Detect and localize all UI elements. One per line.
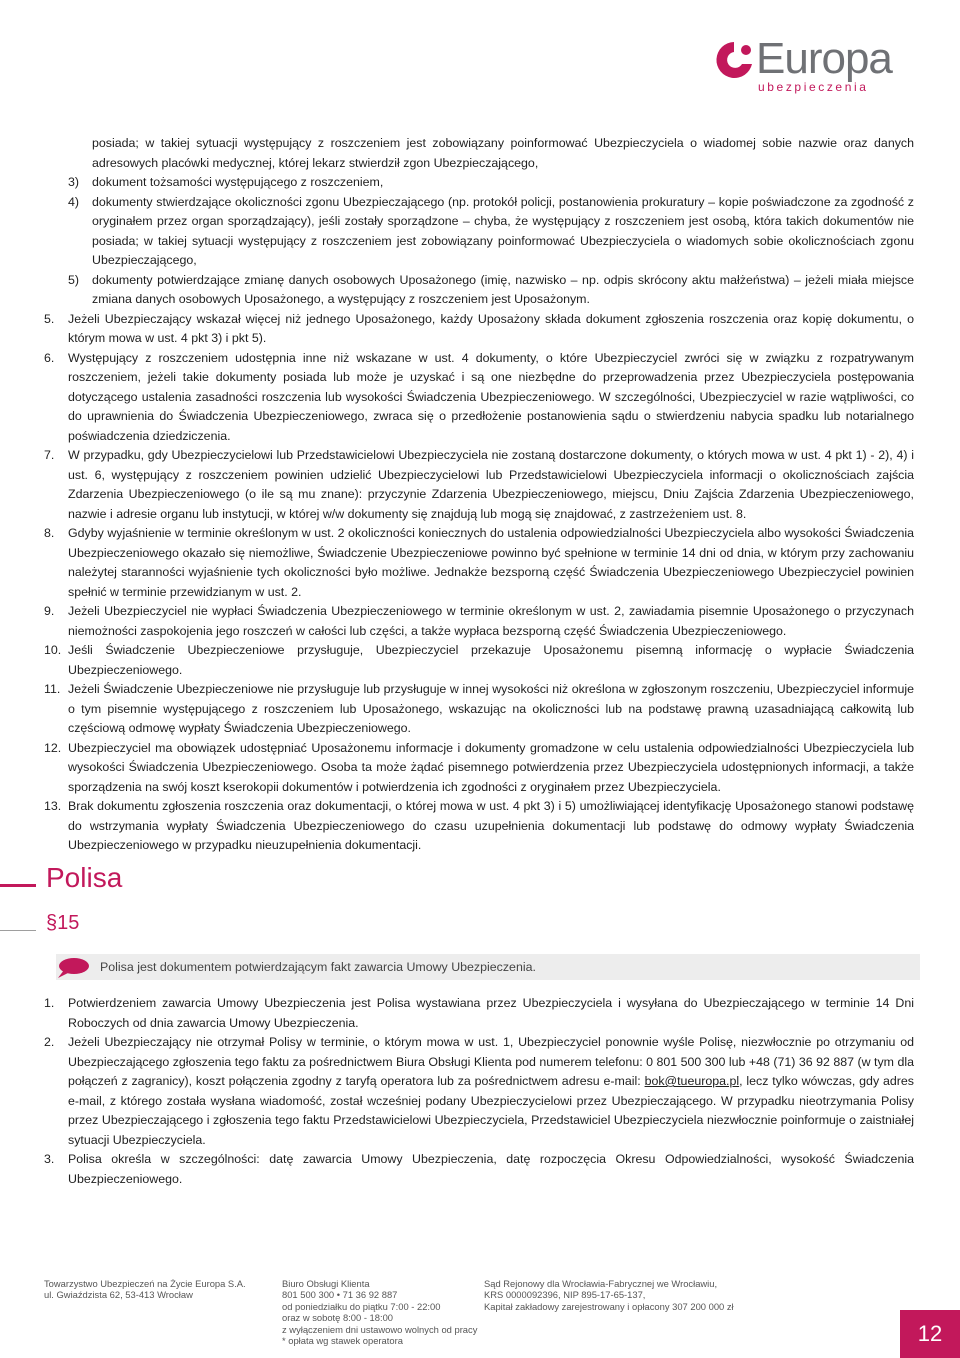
heading-divider <box>0 930 36 931</box>
logo-swirl-icon <box>712 38 756 82</box>
note-box <box>56 954 920 980</box>
list-item: 13. Brak dokumentu zgłoszenia roszczenia oraz dokumentacji, o której mowa w ust. 4 pkt 3) i 5) umożliwiającej identyfikację Uposażonego stanowi podstawę do wstrzymania wypłaty Świadczenia Ubezpieczeniowego do czasu uzupełnienia dokumentacji lub podstawę do odmowy wypłaty Świadczenia Ubezpieczeniowego w przypadku nieuzupełnienia dokumentacji. <box>44 799 914 852</box>
list-item: 7. W przypadku, gdy Ubezpieczycielowi lub Przedstawicielowi Ubezpieczyciela nie zostaną dostarczone dokumenty, o których mowa w ust. 4 pkt 1) - 2), 4) i ust. 6, występujący z roszczeniem powinien udzielić Ubezpieczycielowi lub Przedstawicielowi Ubezpieczyciela informacji o okolicznościach zajścia Zdarzenia Ubezpieczeniowego (o ile są mu znane): przyczynie Zdarzenia Ubezpieczeniowego, miejscu, Dniu Zajścia Zdarzenia Ubezpieczeniowego, nazwie i adresie organu lub instytucji, w której w/w dokumenty się znajdują lub mogą się znajdować, z zastrzeżeniem ust. 8. <box>44 448 914 521</box>
list-item: 10. Jeśli Świadczenie Ubezpieczeniowe przysługuje, Ubezpieczyciel przekazuje Uposażonemu pisemną informację o wypłacie Świadczenia Ubezpieczeniowego. <box>44 643 914 677</box>
footer-contact: Biuro Obsługi Klienta 801 500 300 • 71 36 92 887 od poniedziałku do piątku 7:00 - 22:00 oraz w sobotę 8:00 - 18:00 z wyłączeniem dni ustawowo wolnych od pracy * opłata wg stawek operatora <box>282 1278 478 1347</box>
footer-company: Towarzystwo Ubezpieczeń na Życie Europa S.A. ul. Gwiaździsta 62, 53-413 Wrocław <box>44 1278 246 1301</box>
logo-tagline: ubezpieczenia <box>758 80 869 94</box>
list-item: 8. Gdyby wyjaśnienie w terminie określonym w ust. 2 okoliczności koniecznych do ustalenia odpowiedzialności Ubezpieczyciela albo wysokości Świadczenia Ubezpieczeniowego okazało się niemożliwe, Świadczenie Ubezpieczeniowe powinno być spełnione w terminie 14 dni od dnia, w którym przy zachowaniu należytej staranności wyjaśnienie tych okoliczności było możliwe. Jednakże bezsporną część Świadczenia Ubezpieczeniowego Ubezpieczyciel powinien spełnić w terminie przewidzianym w ust. 2. <box>44 526 914 599</box>
footer-registry: Sąd Rejonowy dla Wrocławia-Fabrycznej we Wrocławiu, KRS 0000092396, NIP 895-17-65-137, Kapitał zakładowy zarejestrowany i opłacony 307 200 000 zł <box>484 1278 734 1312</box>
list-item: 3. Polisa określa w szczególności: datę zawarcia Umowy Ubezpieczenia, datę rozpoczęcia Okresu Odpowiedzialności, wysokość Świadczenia Ubezpieczeniowego. <box>44 1152 914 1186</box>
list-item: 9. Jeżeli Ubezpieczyciel nie wypłaci Świadczenia Ubezpieczeniowego w terminie określonym w ust. 2, zawiadamia pisemnie Uposażonego o przyczynach niemożności zaspokojenia jego roszczeń w całości lub części, a także wypłaca bezsporną część Świadczenia Ubezpieczeniowego. <box>44 604 914 638</box>
list-item: 11. Jeżeli Świadczenie Ubezpieczeniowe nie przysługuje lub przysługuje w innej wysokości niż określona w zgłoszonym roszczeniu, Ubezpieczyciel informuje o tym pisemnie występującego z roszczeniem lub Uposażonego, wskazując na okoliczności lub na podstawę prawną uzasadniającą całkowitą lub częściową odmowę wypłaty Świadczenia Ubezpieczeniowego. <box>44 682 914 735</box>
sub-item-5: 5) dokumenty potwierdzające zmianę danych osobowych Uposażonego (imię, nazwisko – np. odpis skrócony aktu małżeństwa) – jeżeli miała miejsce zmiana danych osobowych Uposażonego, a występujący z roszczeniem jest Uposażonym. <box>68 272 914 306</box>
list-item: 2. Jeżeli Ubezpieczający nie otrzymał Polisy w terminie, o którym mowa w ust. 1, Ubezpieczyciel ponownie wyśle Polisę, niezwłocznie po otrzymaniu od Ubezpieczającego zgłoszenia tego faktu za pośrednictwem Biura Obsługi Klienta pod numerem telefonu: 0 801 500 300 lub +48 (71) 36 92 887 (w tym dla połączeń z zagranicy), koszt połączenia zgodny z taryfą operatora lub za pośrednictwem adresu e-mail: bok@tueuropa.pl, lecz tylko wówczas, gdy adres e-mail, z którego została wysłana wiadomość, został wcześniej podany Ubezpieczycielowi przez Ubezpieczającego. W przypadku nieotrzymania Polisy przez Ubezpieczającego i zgłoszenia tego faktu Przedstawicielowi Ubezpieczyciela, Przedstawiciel Ubezpieczyciela niezwłocznie poinformuje o zaistniałej sytuacji Ubezpieczyciela. <box>44 1035 914 1147</box>
europa-logo <box>712 36 918 92</box>
claims-section <box>44 134 914 856</box>
list-item: 12. Ubezpieczyciel ma obowiązek udostępniać Uposażonemu informacje i dokumenty gromadzone w celu ustalenia odpowiedzialności Ubezpieczyciela lub wysokości Świadczenia Ubezpieczeniowego. Osoba ta może żądać pisemnego potwierdzenia przez Ubezpieczyciela udostępnionych informacji, a także sporządzenia na swój koszt kserokopii dokumentów i potwierdzenia ich zgodności z oryginałem przez Ubezpieczyciela. <box>44 740 914 794</box>
page-number: 12 <box>900 1310 960 1358</box>
note-text: Polisa jest dokumentem potwierdzającym fakt zawarcia Umowy Ubezpieczenia. <box>100 960 536 974</box>
list-item: 5. Jeżeli Ubezpieczający wskazał więcej niż jednego Uposażonego, każdy Uposażony składa dokument zgłoszenia roszczenia oraz kopię dokumentu, o którym mowa w ust. 4 pkt 3) i pkt 5). <box>44 311 914 345</box>
polisa-section <box>44 994 914 1189</box>
email-link[interactable]: bok@tueuropa.pl <box>644 1074 740 1088</box>
section-title: Polisa <box>46 862 123 893</box>
list-item: 1. Potwierdzeniem zawarcia Umowy Ubezpieczenia jest Polisa wystawiana przez Ubezpieczyciela i wysyłana do Ubezpieczającego w terminie 14 Dni Roboczych od dnia zawarcia Umowy Ubezpieczenia. <box>44 996 914 1030</box>
paragraph-number: §15 <box>46 912 80 934</box>
logo-wordmark: Europa <box>756 34 892 83</box>
heading-accent-bar <box>0 884 36 887</box>
sub-item-3: 3) dokument tożsamości występującego z roszczeniem, <box>68 175 384 189</box>
sub-item-4: 4) dokumenty stwierdzające okoliczności zgonu Ubezpieczającego (np. protokół policji, postanowienia prokuratury – kopie poświadczone za zgodność z oryginałem przez organ sporządzający), jeśli zostały sporządzone – chyba, że występujący z roszczeniem jest osobą, która takich dokumentów nie posiada; w takiej sytuacji występujący z roszczeniem jest zobowiązany poinformować Ubezpieczyciela o wiadomych sobie okolicznościach zgonu Ubezpieczającego, <box>68 194 914 267</box>
intro-paragraph: posiada; w takiej sytuacji występujący z roszczeniem jest zobowiązany poinformować Ubezpieczyciela o wiadomej sobie nazwie oraz danych adresowych placówki medycznej, której lekarz stwierdził zgon Ubezpieczającego, <box>92 136 914 170</box>
list-item: 6. Występujący z roszczeniem udostępnia inne niż wskazane w ust. 4 dokumenty, o które Ubezpieczyciel zwróci się w związku z rozpatrywanym roszczeniem, jeżeli takie dokumenty posiada lub może je uzyskać i są one niezbędne do przeprowadzenia przez Ubezpieczyciela postępowania dotyczącego ustalenia zasadności roszczenia lub wysokości Świadczenia Ubezpieczeniowego. W szczególności, Ubezpieczyciel w razie wątpliwości, co do uprawnienia do Świadczenia Ubezpieczeniowego, zwraca się o przedłożenie postanowienia sądu o stwierdzeniu nabycia spadku lub notarialnego poświadczenia dziedziczenia. <box>44 350 914 443</box>
speech-bubble-icon <box>56 956 90 980</box>
